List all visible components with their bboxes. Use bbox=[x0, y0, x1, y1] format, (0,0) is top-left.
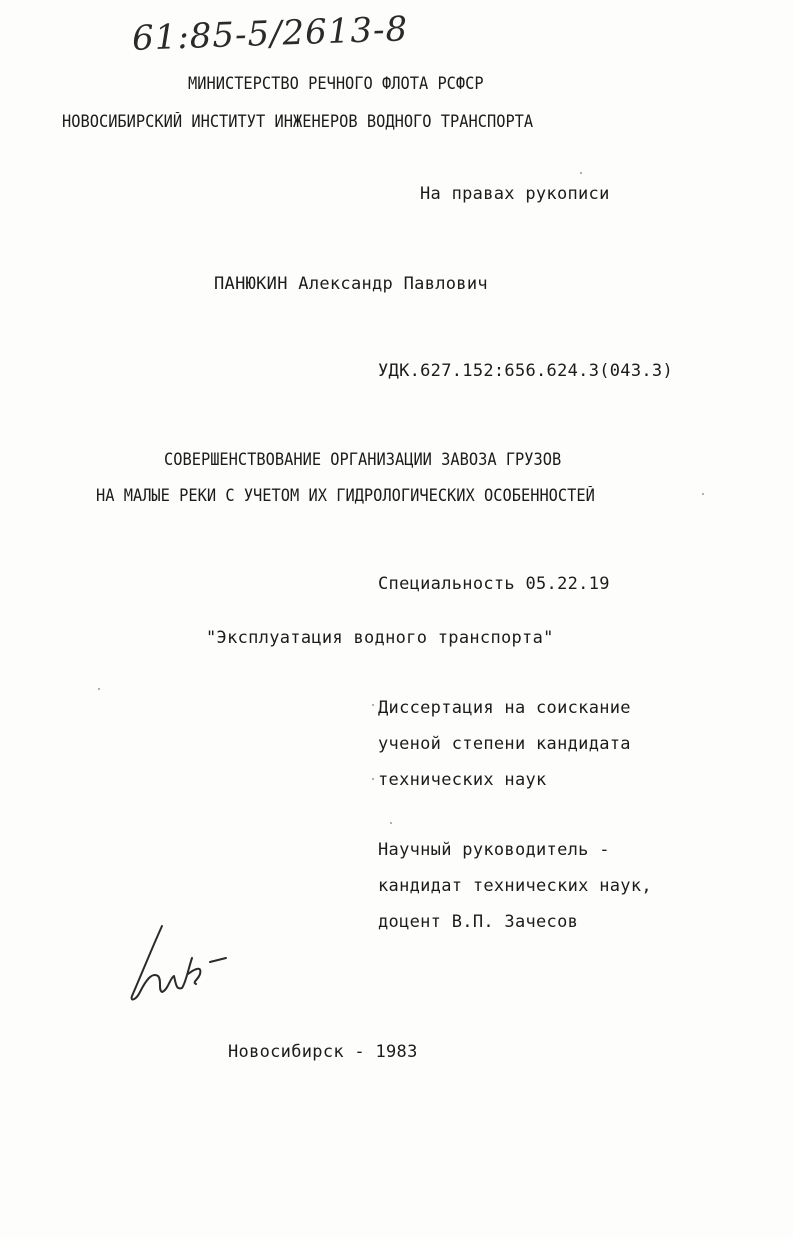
title-line-2: НА МАЛЫЕ РЕКИ С УЧЕТОМ ИХ ГИДРОЛОГИЧЕСКИХ ОСОБЕННОСТЕЙ bbox=[96, 486, 595, 505]
title-line-1: СОВЕРШЕНСТВОВАНИЕ ОРГАНИЗАЦИИ ЗАВОЗА ГРУЗОВ bbox=[164, 450, 562, 469]
scan-speck bbox=[390, 822, 392, 824]
city-year-footer: Новосибирск - 1983 bbox=[228, 1042, 418, 1062]
supervisor-line-2: кандидат технических наук, bbox=[378, 876, 652, 896]
scan-speck bbox=[98, 688, 100, 690]
handwritten-archive-number: 61:85-5/2613-8 bbox=[131, 9, 409, 59]
scan-speck bbox=[372, 704, 374, 706]
supervisor-line-1: Научный руководитель - bbox=[378, 840, 610, 860]
author-name: ПАНЮКИН Александр Павлович bbox=[214, 274, 488, 294]
specialty-name: "Эксплуатация водного транспорта" bbox=[206, 628, 554, 648]
udc-code: УДК.627.152:656.624.3(043.3) bbox=[378, 361, 673, 381]
scan-speck bbox=[372, 778, 374, 780]
institute-heading: НОВОСИБИРСКИЙ ИНСТИТУТ ИНЖЕНЕРОВ ВОДНОГО ТРАНСПОРТА bbox=[62, 112, 534, 131]
ministry-heading: МИНИСТЕРСТВО РЕЧНОГО ФЛОТА РСФСР bbox=[188, 74, 484, 93]
manuscript-rights-note: На правах рукописи bbox=[420, 184, 610, 204]
scan-speck bbox=[580, 172, 582, 174]
specialty-code: Специальность 05.22.19 bbox=[378, 574, 610, 594]
scan-speck bbox=[702, 493, 704, 495]
dissertation-line-3: технических наук bbox=[378, 770, 547, 790]
handwritten-signature bbox=[122, 918, 252, 1008]
supervisor-line-3: доцент В.П. Зачесов bbox=[378, 912, 579, 932]
dissertation-line-2: ученой степени кандидата bbox=[378, 734, 631, 754]
dissertation-line-1: Диссертация на соискание bbox=[378, 698, 631, 718]
